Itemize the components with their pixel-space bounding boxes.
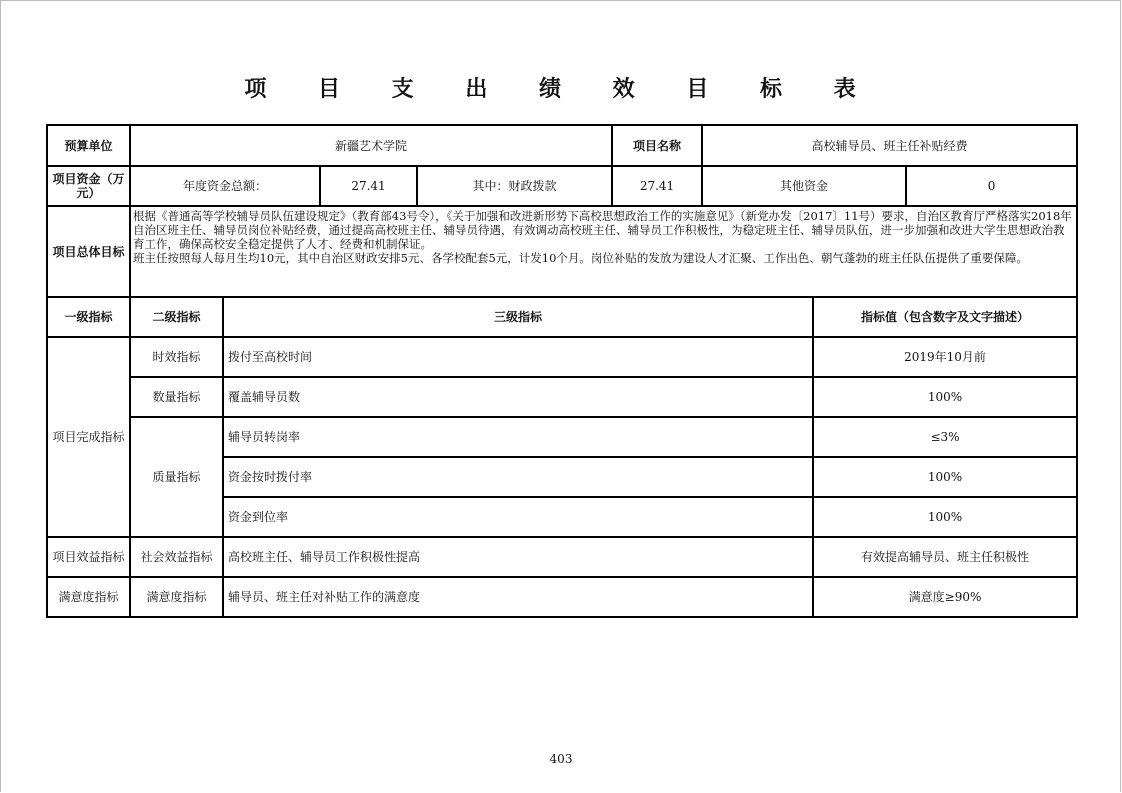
goal-text-line1: 根据《普通高等学校辅导员队伍建设规定》（教育部43号令），《关于加强和改进新形势下高校思想政治工作的实施意见》（新党办发〔2017〕11号）要求，自治区教育厅严格落实2018年自治区班主任、辅导员岗位补贴经费，通过提高高校班主任、辅导员待遇，有效调动高校班主任、辅导员工作积极性，为稳定班主任、辅导员队伍，进一步加强和改进大学生思想政治教育工作，确保高校安全稳定提供了人才、经费和机制保证。 — [133, 209, 1072, 251]
funds-label: 项目资金（万元） — [47, 166, 130, 206]
timeliness-level3: 拨付至高校时间 — [223, 337, 813, 377]
page-title: 项 目 支 出 绩 效 目 标 表 — [244, 77, 878, 102]
benefit-value: 有效提高辅导员、班主任积极性 — [813, 537, 1077, 577]
completion-level1: 项目完成指标 — [47, 337, 130, 537]
other-funds-value: 0 — [906, 166, 1077, 206]
quality-level3-2: 资金按时拨付率 — [223, 457, 813, 497]
goal-text-line2: 班主任按照每人每月生均10元，其中自治区财政安排5元、各学校配套5元，计发10个月。岗位补贴的发放为建设人才汇聚、工作出色、朝气蓬勃的班主任队伍提供了重要保障。 — [133, 251, 1028, 265]
table-row — [47, 417, 1077, 457]
satisfaction-level1: 满意度指标 — [47, 577, 130, 617]
col-value-header: 指标值（包含数字及文字描述） — [813, 297, 1077, 337]
fiscal-label: 其中：财政拨款 — [417, 166, 612, 206]
quality-value-3: 100% — [813, 497, 1077, 537]
fiscal-value: 27.41 — [612, 166, 702, 206]
other-funds-label: 其他资金 — [702, 166, 906, 206]
quality-level3-3: 资金到位率 — [223, 497, 813, 537]
quantity-level3: 覆盖辅导员数 — [223, 377, 813, 417]
page-number: 403 — [549, 752, 573, 766]
budget-unit-label: 预算单位 — [47, 125, 130, 166]
goal-text — [130, 206, 1077, 297]
goal-label: 项目总体目标 — [47, 206, 130, 297]
quality-value-2: 100% — [813, 457, 1077, 497]
goal-row — [47, 206, 1077, 297]
timeliness-value: 2019年10月前 — [813, 337, 1077, 377]
col-level1-header: 一级指标 — [47, 297, 130, 337]
budget-unit-value: 新疆艺术学院 — [130, 125, 612, 166]
col-level2-header: 二级指标 — [130, 297, 223, 337]
benefit-level2: 社会效益指标 — [130, 537, 223, 577]
benefit-level3: 高校班主任、辅导员工作积极性提高 — [223, 537, 813, 577]
timeliness-level2: 时效指标 — [130, 337, 223, 377]
quality-value-1: ≤3% — [813, 417, 1077, 457]
col-level3-header: 三级指标 — [223, 297, 813, 337]
funds-row — [47, 166, 1077, 206]
header-row — [47, 125, 1077, 166]
quality-level2: 质量指标 — [130, 417, 223, 537]
quality-level3-1: 辅导员转岗率 — [223, 417, 813, 457]
benefit-level1: 项目效益指标 — [47, 537, 130, 577]
satisfaction-level3: 辅导员、班主任对补贴工作的满意度 — [223, 577, 813, 617]
annual-total-value: 27.41 — [320, 166, 417, 206]
table-row — [47, 577, 1077, 617]
quantity-value: 100% — [813, 377, 1077, 417]
column-header-row — [47, 297, 1077, 337]
annual-total-label: 年度资金总额： — [130, 166, 320, 206]
table-row — [47, 377, 1077, 417]
project-name-value: 高校辅导员、班主任补贴经费 — [702, 125, 1077, 166]
table-row — [47, 337, 1077, 377]
table-row — [47, 537, 1077, 577]
project-name-label: 项目名称 — [612, 125, 702, 166]
quantity-level2: 数量指标 — [130, 377, 223, 417]
performance-target-table — [46, 124, 1078, 618]
satisfaction-level2: 满意度指标 — [130, 577, 223, 617]
satisfaction-value: 满意度≥90% — [813, 577, 1077, 617]
